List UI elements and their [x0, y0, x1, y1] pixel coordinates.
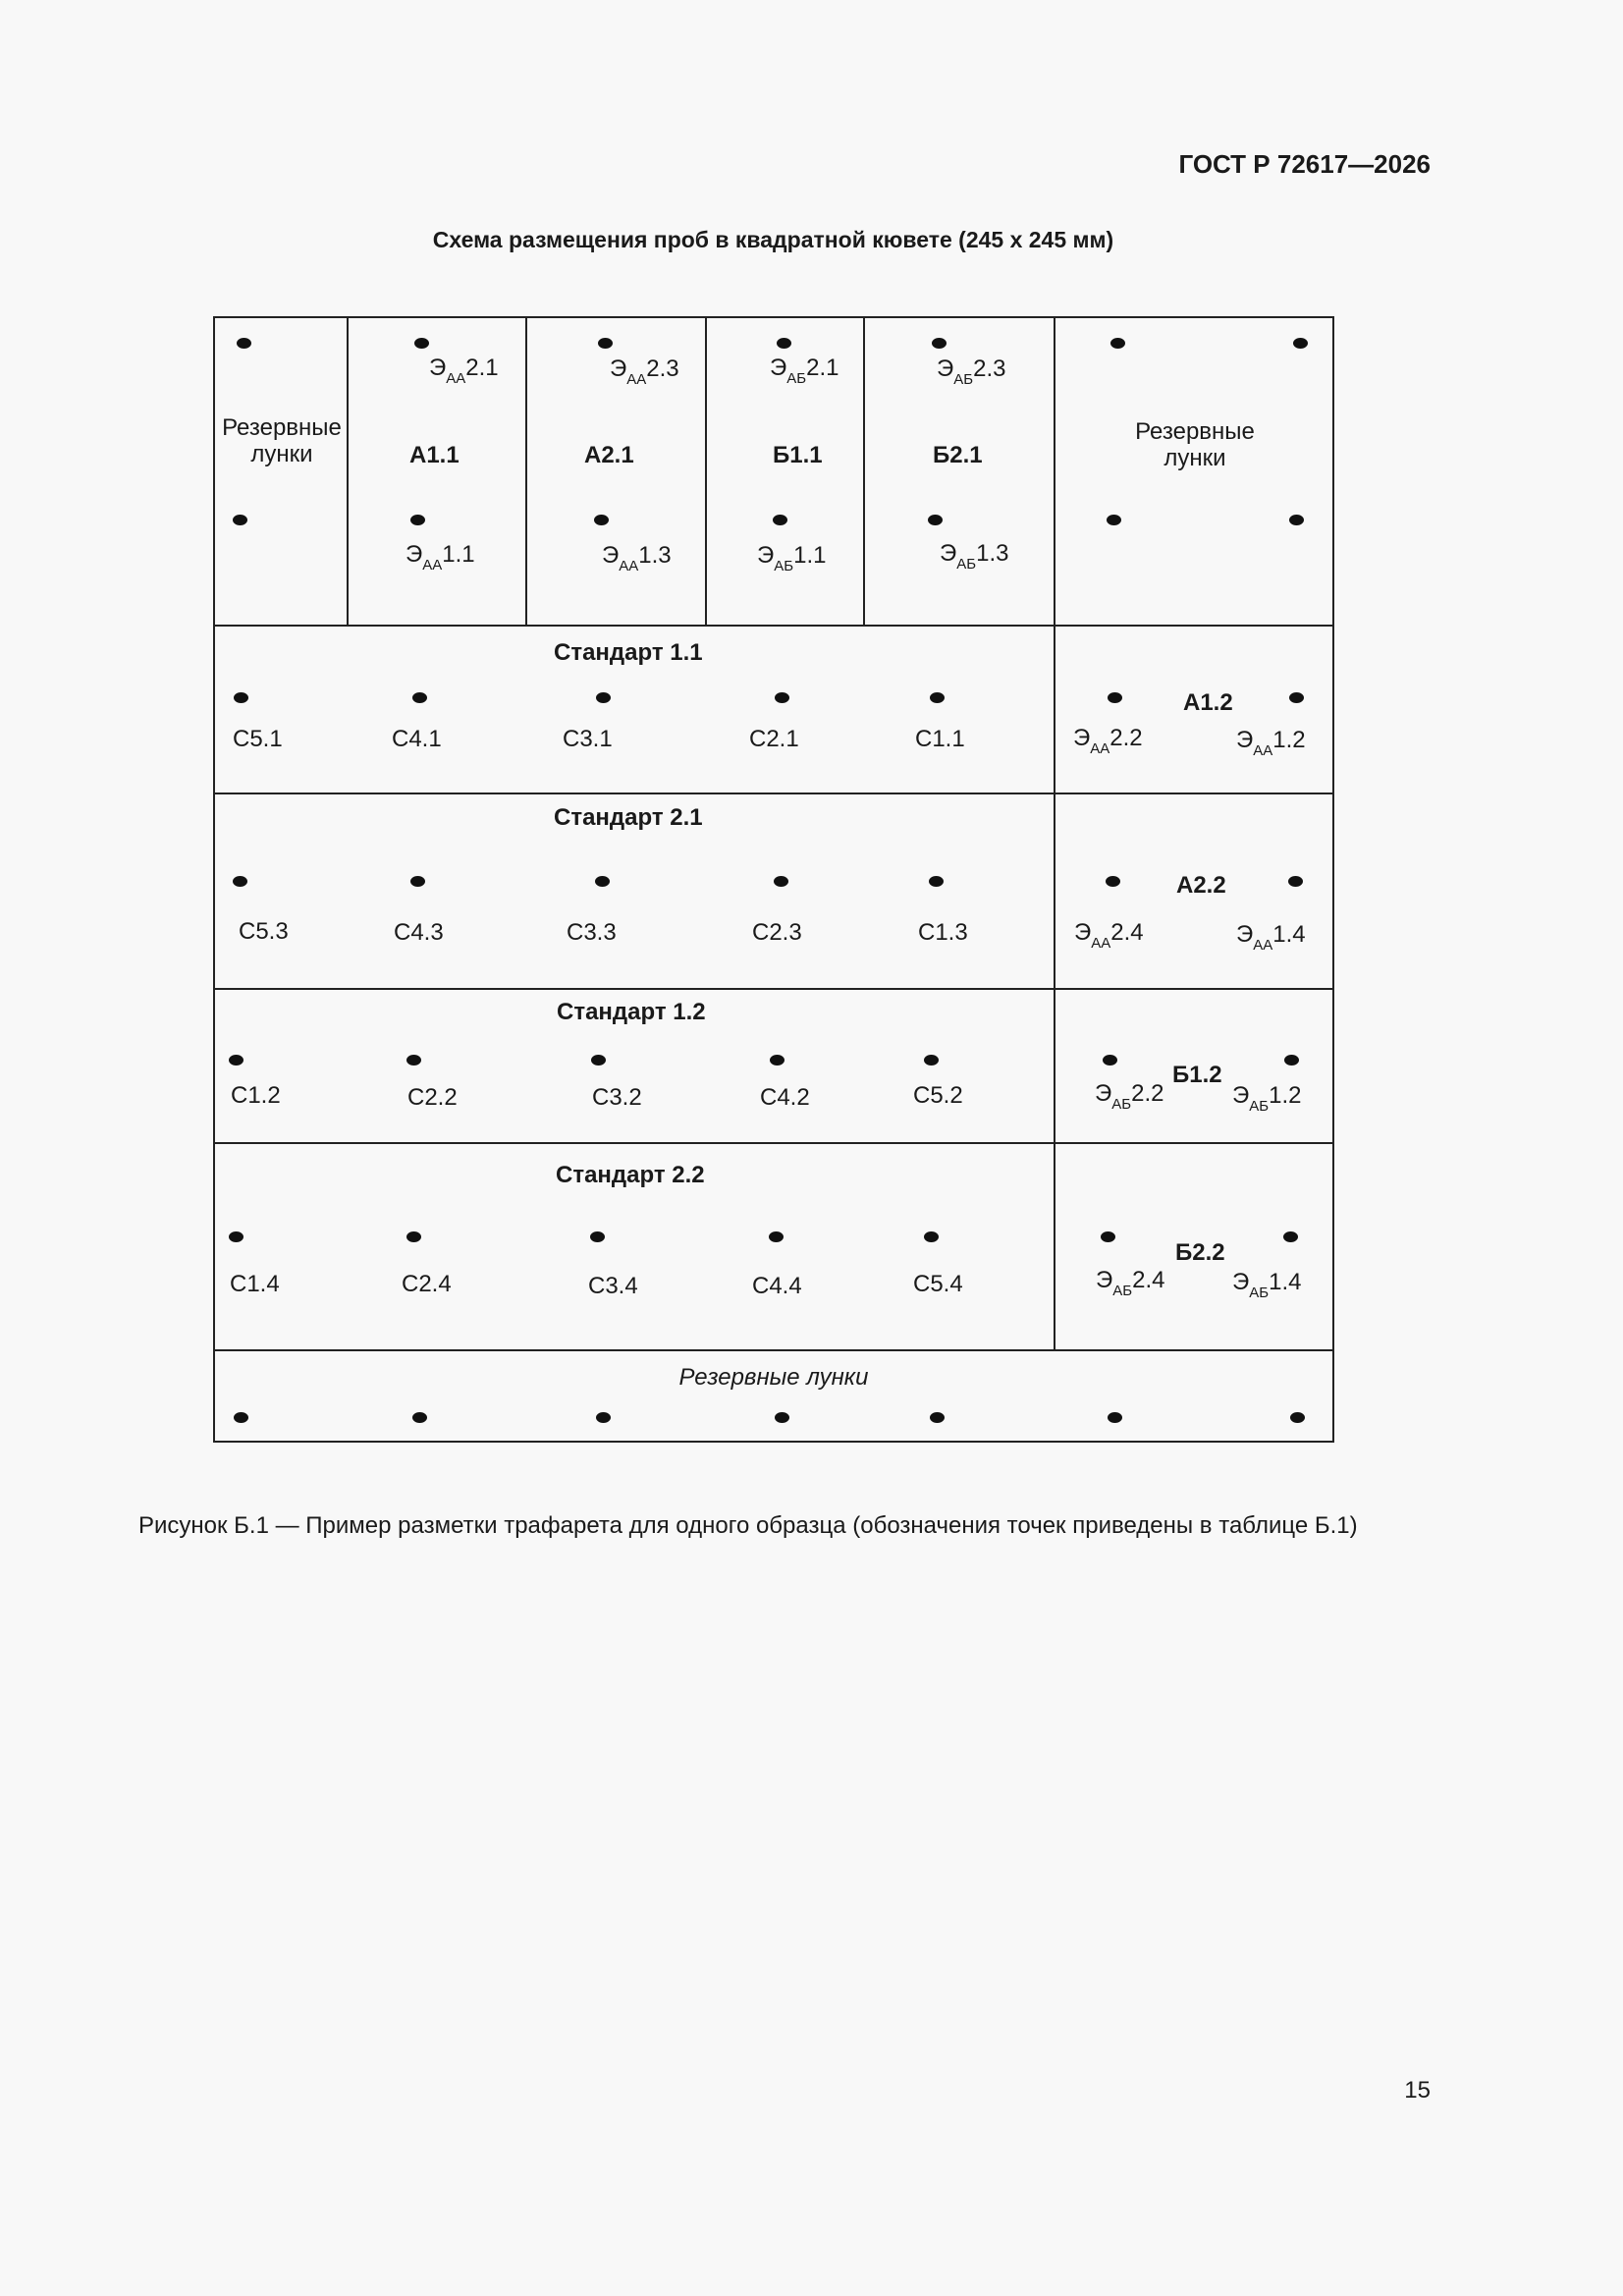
point-label: С2.4 [402, 1271, 452, 1297]
well-dot [924, 1231, 939, 1242]
point-label: С4.3 [394, 919, 444, 946]
divider-h3 [213, 988, 1334, 990]
figure-title: Схема размещения проб в квадратной кювете (245 x 245 мм) [432, 227, 1114, 252]
well-dot [930, 692, 945, 703]
well-dot [1108, 692, 1122, 703]
well-dot [229, 1055, 243, 1066]
sample-label: А2.1 [584, 442, 634, 468]
well-dot [1107, 515, 1121, 525]
point-label: С2.3 [752, 919, 802, 946]
point-label: $Э_{АА}1.3$ [602, 542, 672, 574]
well-dot [775, 1412, 789, 1423]
well-dot [1293, 338, 1308, 349]
frame-top [213, 316, 1334, 318]
point-label: С5.2 [913, 1082, 963, 1109]
point-label: С1.3 [918, 919, 968, 946]
well-dot [414, 338, 429, 349]
sample-label: Б2.2 [1175, 1239, 1225, 1266]
point-label: С1.1 [915, 726, 965, 752]
point-label: С5.4 [913, 1271, 963, 1297]
point-label: С3.3 [567, 919, 617, 946]
standard-title: Стандарт 2.2 [556, 1162, 705, 1188]
well-dot [777, 338, 791, 349]
point-label: С3.1 [563, 726, 613, 752]
cuvette-scheme [213, 316, 1334, 1443]
well-dot [229, 1231, 243, 1242]
well-dot [1289, 515, 1304, 525]
point-label: $Э_{АА}1.4$ [1236, 921, 1306, 954]
divider-h5 [213, 1349, 1334, 1351]
point-label: С1.2 [231, 1082, 281, 1109]
well-dot [1289, 692, 1304, 703]
well-dot [775, 692, 789, 703]
divider-h2 [213, 793, 1334, 794]
page-number: 15 [1404, 2077, 1431, 2104]
point-label: С4.1 [392, 726, 442, 752]
well-dot [233, 876, 247, 887]
sample-label: А2.2 [1176, 872, 1226, 899]
point-label: С3.2 [592, 1084, 642, 1111]
sample-label: А1.1 [409, 442, 460, 468]
point-label: $Э_{АА}1.2$ [1236, 727, 1306, 759]
sample-label: Б2.1 [933, 442, 983, 468]
point-label: $Э_{АБ}2.3$ [937, 355, 1006, 388]
well-dot [1110, 338, 1125, 349]
point-label: С3.4 [588, 1273, 638, 1299]
point-label: С1.4 [230, 1271, 280, 1297]
well-dot [412, 692, 427, 703]
well-dot [594, 515, 609, 525]
well-dot [234, 692, 248, 703]
well-dot [406, 1055, 421, 1066]
point-label: $Э_{АБ}2.2$ [1095, 1080, 1164, 1113]
divider-h1 [213, 625, 1334, 627]
point-label: С2.1 [749, 726, 799, 752]
well-dot [234, 1412, 248, 1423]
reserve-label-left: Резервные лунки [222, 414, 342, 467]
point-label: $Э_{АБ}2.4$ [1096, 1267, 1165, 1299]
well-dot [1290, 1412, 1305, 1423]
well-dot [1103, 1055, 1117, 1066]
point-label: $Э_{АБ}1.3$ [940, 540, 1009, 573]
well-dot [237, 338, 251, 349]
point-label: С4.4 [752, 1273, 802, 1299]
sample-label: Б1.1 [773, 442, 823, 468]
divider-v2 [525, 316, 527, 626]
point-label: $Э_{АА}2.3$ [610, 355, 679, 388]
frame-right [1332, 316, 1334, 1443]
reserve-label-bottom: Резервные лунки [678, 1364, 869, 1391]
well-dot [590, 1231, 605, 1242]
well-dot [1284, 1055, 1299, 1066]
well-dot [924, 1055, 939, 1066]
well-dot [591, 1055, 606, 1066]
well-dot [1101, 1231, 1115, 1242]
divider-v1 [347, 316, 349, 626]
well-dot [928, 515, 943, 525]
point-label: $Э_{АА}2.2$ [1073, 725, 1143, 757]
well-dot [774, 876, 788, 887]
well-dot [412, 1412, 427, 1423]
point-label: С5.1 [233, 726, 283, 752]
well-dot [406, 1231, 421, 1242]
standard-title: Стандарт 1.1 [554, 639, 703, 666]
well-dot [929, 876, 944, 887]
document-header: ГОСТ Р 72617—2026 [1178, 149, 1431, 179]
well-dot [773, 515, 787, 525]
standard-title: Стандарт 2.1 [554, 804, 703, 831]
divider-v5 [1054, 316, 1055, 1350]
well-dot [596, 1412, 611, 1423]
well-dot [596, 692, 611, 703]
well-dot [932, 338, 947, 349]
well-dot [930, 1412, 945, 1423]
point-label: С5.3 [239, 918, 289, 945]
point-label: С4.2 [760, 1084, 810, 1111]
point-label: $Э_{АБ}1.1$ [757, 542, 827, 574]
well-dot [1106, 876, 1120, 887]
well-dot [410, 876, 425, 887]
point-label: $Э_{АА}2.1$ [429, 355, 499, 387]
well-dot [1108, 1412, 1122, 1423]
point-label: $Э_{АБ}2.1$ [770, 355, 839, 387]
reserve-label-right: Резервные лунки [1135, 418, 1255, 471]
sample-label: А1.2 [1183, 689, 1233, 716]
well-dot [598, 338, 613, 349]
well-dot [1288, 876, 1303, 887]
point-label: $Э_{АА}1.1$ [406, 541, 475, 574]
well-dot [595, 876, 610, 887]
point-label: $Э_{АА}2.4$ [1074, 919, 1144, 952]
point-label: $Э_{АБ}1.2$ [1232, 1082, 1302, 1115]
point-label: С2.2 [407, 1084, 458, 1111]
well-dot [1283, 1231, 1298, 1242]
frame-bottom [213, 1441, 1334, 1443]
divider-v3 [705, 316, 707, 626]
divider-h4 [213, 1142, 1334, 1144]
divider-v4 [863, 316, 865, 626]
well-dot [233, 515, 247, 525]
frame-left [213, 316, 215, 1443]
well-dot [410, 515, 425, 525]
sample-label: Б1.2 [1172, 1062, 1222, 1088]
standard-title: Стандарт 1.2 [557, 999, 706, 1025]
point-label: $Э_{АБ}1.4$ [1232, 1269, 1302, 1301]
figure-caption: Рисунок Б.1 — Пример разметки трафарета для одного образца (обозначения точек приведены в таблице Б.1) [138, 1512, 1358, 1539]
well-dot [769, 1231, 784, 1242]
well-dot [770, 1055, 784, 1066]
